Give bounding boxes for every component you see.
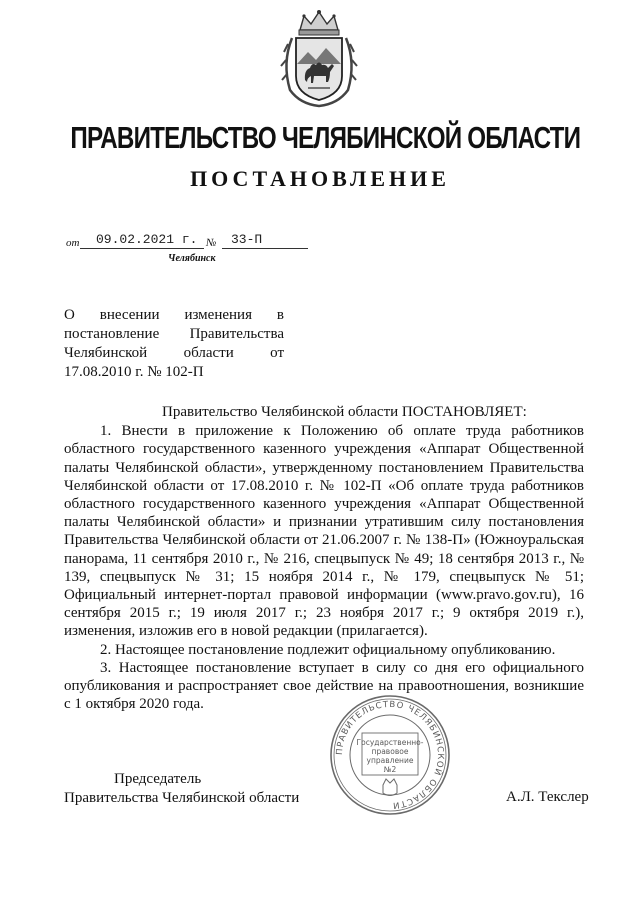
decree-line: Правительство Челябинской области ПОСТАНОВЛЯЕТ:	[162, 404, 527, 420]
subject-text: О внесении изменения в постановление Правительства Челябинской области от 17.08.2010 г. № 102-П	[64, 307, 284, 380]
stamp-center-line4: №2	[383, 765, 397, 774]
item-2: 2. Настоящее постановление подлежит официальному опубликованию.	[100, 641, 556, 658]
signature-name: А.Л. Текслер	[506, 789, 589, 805]
document-type: ПОСТАНОВЛЕНИЕ	[190, 166, 450, 191]
date-number-line	[66, 232, 366, 252]
date-value: 09.02.2021 г.	[96, 232, 198, 247]
coat-of-arms-icon	[278, 8, 360, 108]
number-value: 33-П	[231, 232, 263, 247]
signature-position-line2: Правительства Челябинской области	[64, 790, 300, 806]
stamp-center-line1: Государственно-	[356, 738, 424, 747]
city: Челябинск	[168, 253, 216, 264]
number-label: №	[206, 237, 217, 249]
signature-position	[64, 770, 324, 808]
date-label: от	[66, 237, 80, 249]
stamp-center-line2: правовое	[371, 747, 409, 756]
body-text	[64, 403, 584, 713]
org-title: ПРАВИТЕЛЬСТВО ЧЕЛЯБИНСКОЙ ОБЛАСТИ	[70, 120, 581, 155]
official-stamp-icon	[328, 693, 452, 817]
number-underline	[222, 248, 308, 249]
stamp-center-line3: управление	[366, 756, 414, 765]
item-3: 3. Настоящее постановление вступает в силу со дня его официального опубликования и распространяет свое действие на правоотношения, возникшие с 1 октября 2020 года.	[64, 659, 584, 713]
stamp-ring-text: ПРАВИТЕЛЬСТВО ЧЕЛЯБИНСКОЙ ОБЛАСТИ	[334, 699, 446, 811]
signature-position-line1: Председатель	[114, 771, 202, 787]
date-underline	[80, 248, 204, 249]
item-1: 1. Внести в приложение к Положению об оплате труда работников областного государственного казенного учреждения «Аппарат Общественной палаты Челябинской области», утвержденному постановлением Правительства Челябинской области от 17.08.2010 г. № 102-П «Об оплате труда работников областного государственного казенного учреждения «Аппарат Общественной палаты Челябинской области» и признании утратившим силу постановления Правительства Челябинской области от 21.06.2007 г. № 138-П» (Южноуральская панорама, 11 сентября 2010 г., № 216, спецвыпуск № 49; 18 сентября 2013 г., № 139, спецвыпуск № 31; 15 ноября 2014 г., № 179, спецвыпуск № 51; Официальный интернет-портал правовой информации (www.pravo.gov.ru), 16 сентября 2015 г.; 19 июля 2017 г.; 23 ноября 2017 г.; 9 октября 2019 г.), изменения, изложив его в новой редакции (прилагается).	[64, 423, 584, 640]
